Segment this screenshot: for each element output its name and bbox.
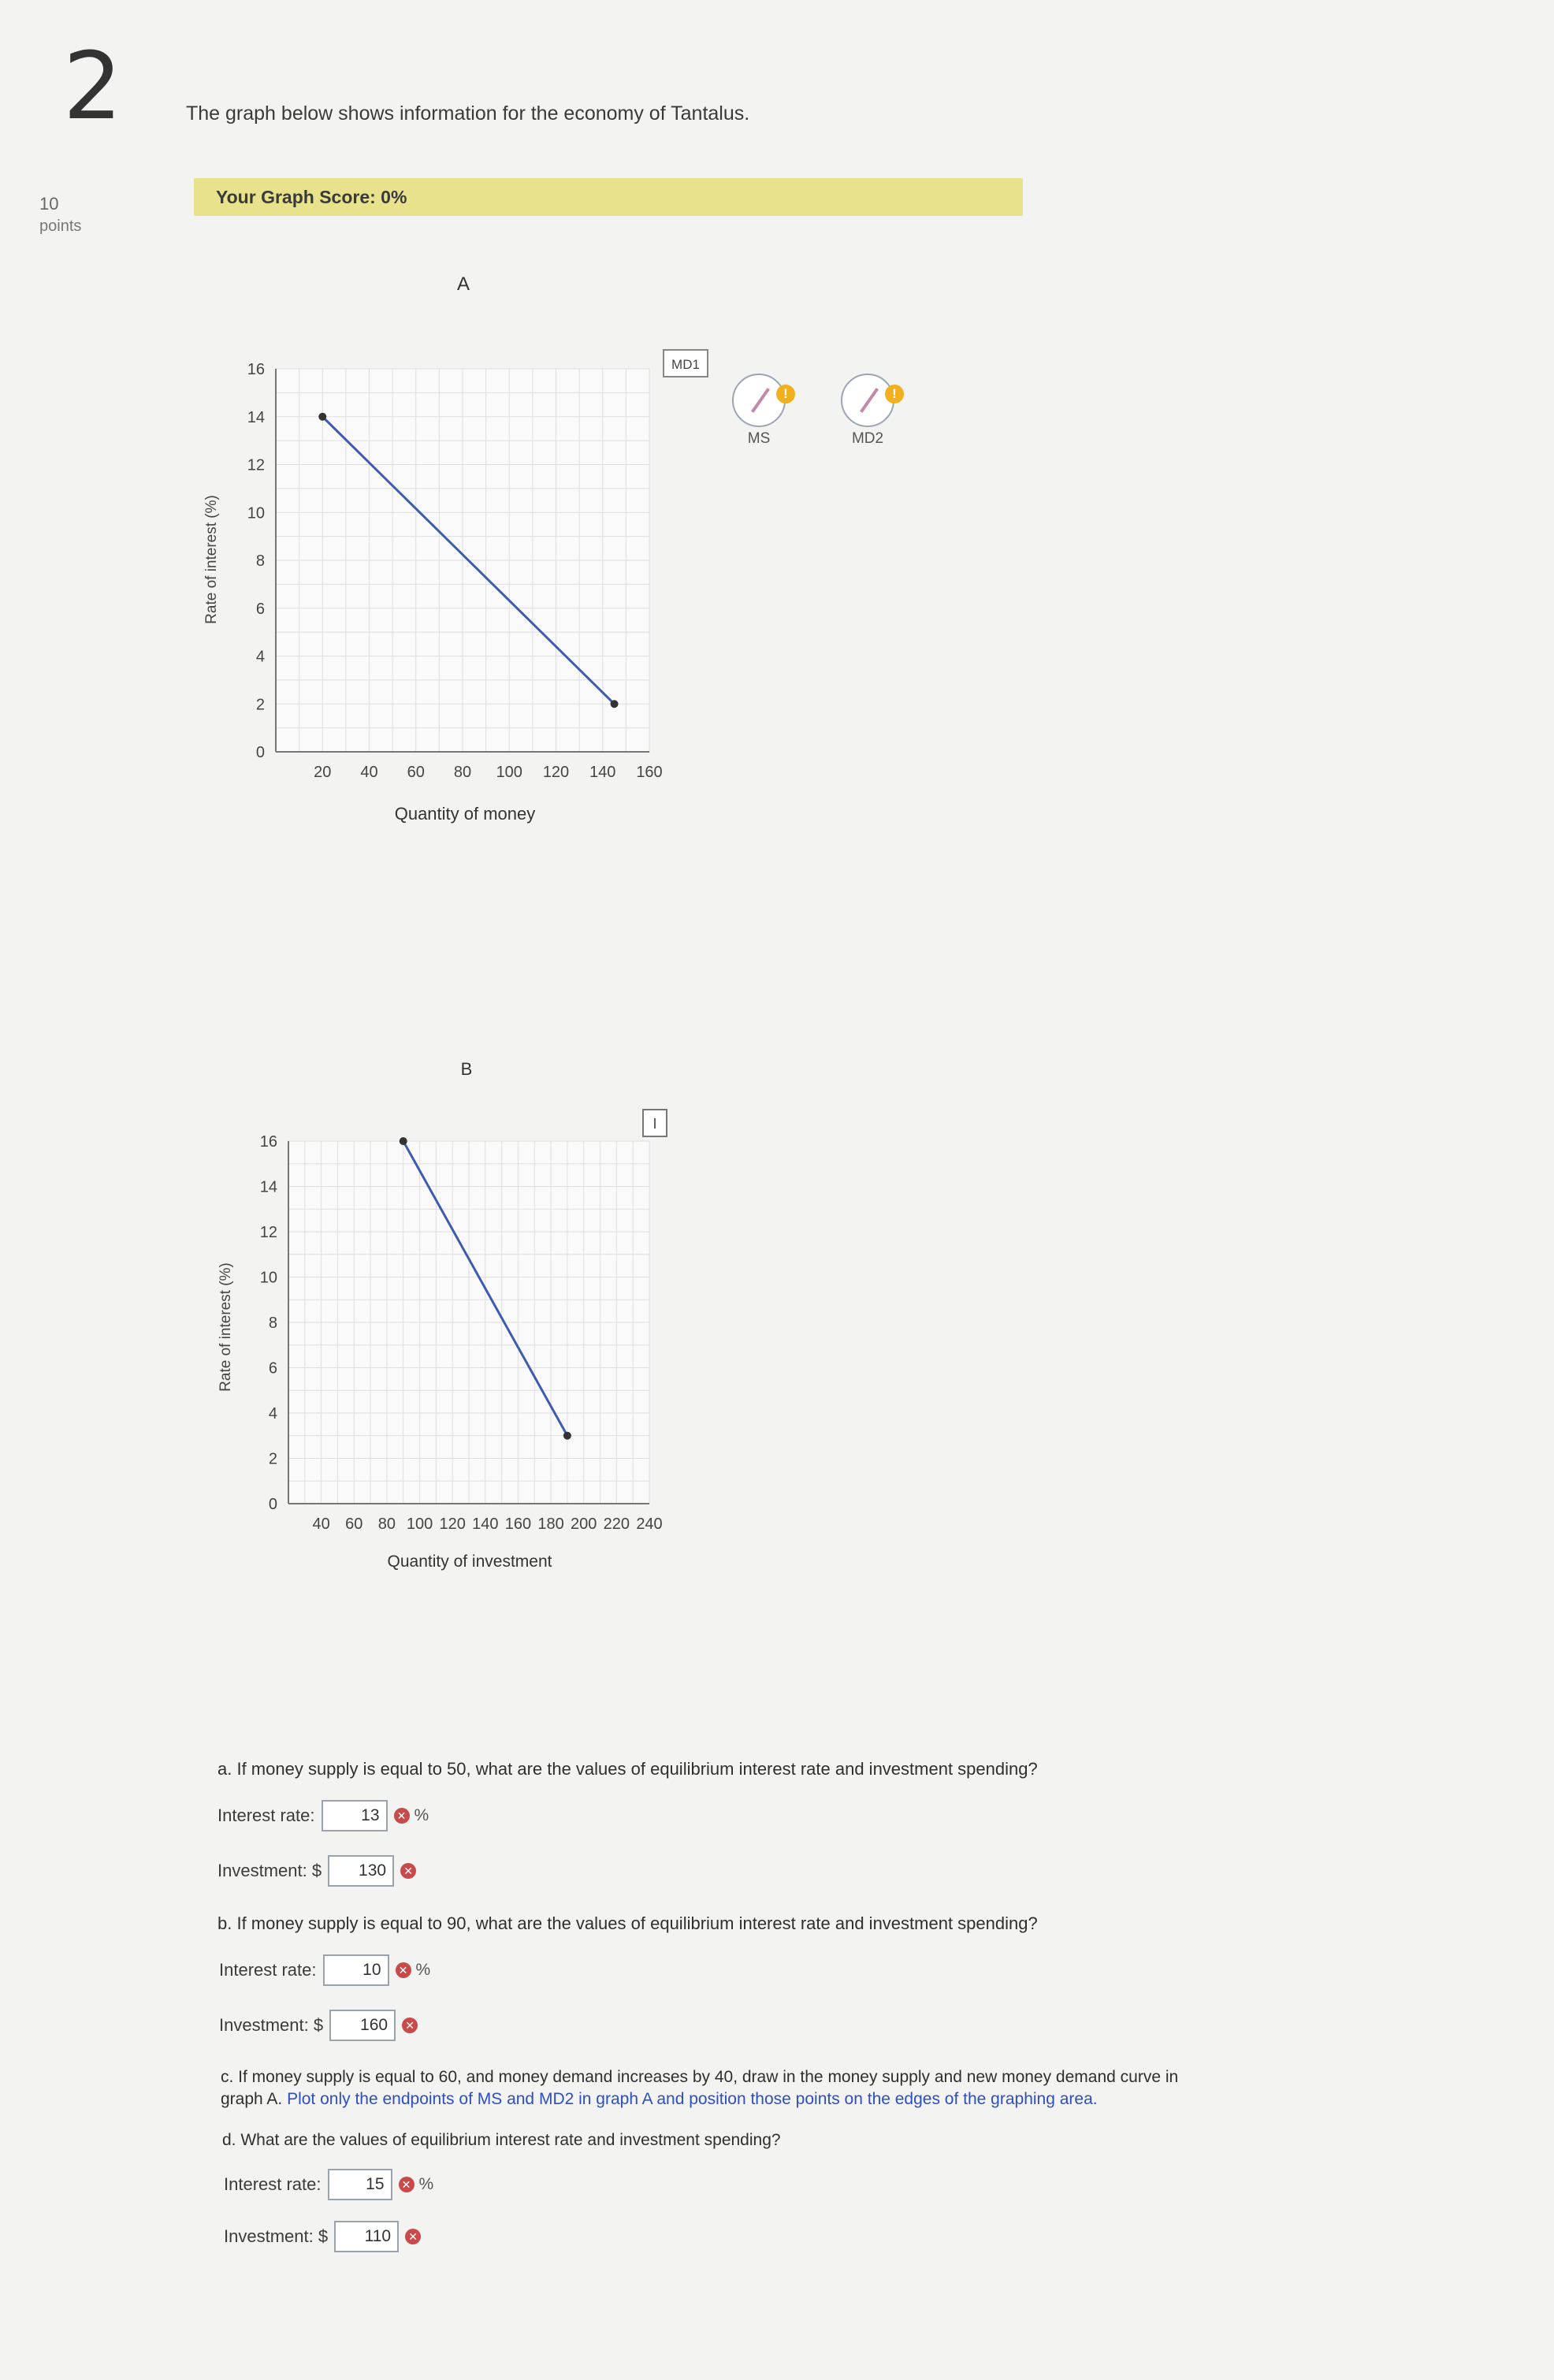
part-c-instruction: Plot only the endpoints of MS and MD2 in graph A and position those points on the edges of the graphing area. — [287, 2090, 1098, 2108]
warning-icon: ! — [885, 385, 904, 403]
part-b-investment-input[interactable] — [329, 2010, 396, 2041]
ytick-label: 8 — [268, 1315, 277, 1332]
ms-tool[interactable] — [723, 374, 794, 448]
ytick-label: 12 — [247, 456, 265, 474]
ytick-label: 0 — [268, 1496, 277, 1513]
ytick-label: 10 — [247, 504, 265, 522]
graph-b-point-start[interactable] — [400, 1137, 407, 1145]
xtick-label: 120 — [542, 764, 570, 781]
graph-a-title: A — [456, 273, 470, 295]
graph-b-curve-label: I — [652, 1116, 657, 1132]
part-a-interest-input[interactable] — [322, 1800, 388, 1831]
graph-a-xticks — [314, 764, 663, 781]
graph-b-xticks — [313, 1515, 663, 1533]
ytick-label: 8 — [255, 552, 265, 570]
question-number: 2 — [63, 32, 123, 140]
ms-tool-label: MS — [747, 430, 771, 447]
graph-a-md1-point-end[interactable] — [611, 700, 619, 708]
question-prompt: The graph below shows information for the economy of Tantalus. — [186, 102, 750, 125]
xtick-label: 140 — [472, 1515, 499, 1533]
incorrect-icon: ✕ — [400, 1863, 416, 1879]
part-a-investment-label: Investment: $ — [217, 1861, 322, 1880]
graph-b-title: B — [460, 1059, 473, 1079]
xtick-label: 180 — [537, 1515, 564, 1533]
part-d-interest-input[interactable] — [328, 2169, 392, 2200]
graph-a-ylabel: Rate of interest (%) — [203, 495, 220, 624]
ytick-label: 16 — [247, 361, 265, 378]
ytick-label: 6 — [255, 600, 265, 618]
xtick-label: 220 — [603, 1515, 630, 1533]
graph-score-label: Your Graph Score: 0% — [216, 187, 407, 207]
xtick-label: 140 — [589, 764, 616, 781]
md2-tool-label: MD2 — [851, 430, 884, 447]
incorrect-icon: ✕ — [394, 1808, 410, 1824]
graph-b-grid — [288, 1141, 649, 1504]
part-a-investment-input[interactable] — [328, 1855, 394, 1887]
graph-b-xlabel: Quantity of investment — [387, 1553, 552, 1571]
part-c-question-cont: graph A. — [221, 2090, 283, 2108]
part-b-interest-row — [219, 1954, 430, 1986]
pencil-line-icon[interactable] — [841, 374, 897, 427]
graph-b-yticks — [260, 1133, 277, 1513]
graph-a-yticks — [247, 361, 265, 761]
part-a-interest-row — [217, 1800, 429, 1831]
incorrect-icon: ✕ — [405, 2229, 421, 2244]
ytick-label: 0 — [255, 744, 265, 761]
ytick-label: 14 — [247, 408, 265, 426]
xtick-label: 20 — [314, 764, 332, 781]
xtick-label: 60 — [407, 764, 425, 781]
part-b-investment-row — [219, 2010, 422, 2041]
ytick-label: 12 — [259, 1224, 277, 1241]
part-b-interest-label: Interest rate: — [219, 1960, 317, 1980]
warning-icon: ! — [776, 385, 795, 403]
xtick-label: 80 — [453, 764, 472, 781]
part-b-question: b. If money supply is equal to 90, what are the values of equilibrium interest rate and investment spending? — [217, 1913, 1038, 1933]
ytick-label: 4 — [268, 1405, 277, 1422]
ytick-label: 14 — [259, 1178, 277, 1196]
part-a-interest-unit: % — [414, 1806, 429, 1824]
part-d-question: d. What are the values of equilibrium interest rate and investment spending? — [222, 2131, 781, 2149]
incorrect-icon: ✕ — [402, 2017, 418, 2033]
ytick-label: 2 — [255, 696, 265, 714]
graph-a-md1-label: MD1 — [671, 357, 700, 372]
graph-a-xlabel: Quantity of money — [394, 804, 536, 824]
part-d-interest-label: Interest rate: — [224, 2174, 322, 2194]
part-d-interest-unit: % — [418, 2175, 434, 2193]
xtick-label: 40 — [312, 1515, 330, 1533]
xtick-label: 160 — [636, 764, 663, 781]
ytick-label: 4 — [255, 648, 265, 666]
ytick-label: 6 — [268, 1359, 277, 1378]
points-value: 10 — [39, 194, 59, 214]
points-label: points — [39, 218, 82, 235]
xtick-label: 240 — [636, 1515, 663, 1533]
xtick-label: 40 — [360, 764, 378, 781]
part-c-question-line2 — [221, 2090, 1098, 2109]
ytick-label: 10 — [259, 1269, 277, 1287]
graph-b-point-end[interactable] — [563, 1432, 571, 1440]
part-d-interest-row — [224, 2169, 433, 2200]
xtick-label: 60 — [345, 1515, 363, 1533]
pencil-line-icon[interactable] — [732, 374, 786, 427]
part-b-interest-input[interactable] — [323, 1954, 389, 1986]
graph-a-md1-point-start[interactable] — [318, 413, 326, 421]
xtick-label: 200 — [571, 1515, 597, 1533]
part-b-interest-unit: % — [415, 1961, 431, 1979]
part-a-question: a. If money supply is equal to 50, what are the values of equilibrium interest rate and investment spending? — [217, 1759, 1038, 1779]
part-a-interest-label: Interest rate: — [217, 1805, 315, 1825]
md2-tool[interactable] — [832, 374, 903, 448]
part-c-question: c. If money supply is equal to 60, and money demand increases by 40, draw in the money supply and new money demand curve in — [221, 2068, 1179, 2086]
xtick-label: 100 — [406, 1515, 433, 1533]
incorrect-icon: ✕ — [396, 1962, 411, 1978]
xtick-label: 100 — [496, 764, 522, 781]
ytick-label: 16 — [259, 1133, 277, 1151]
part-b-investment-label: Investment: $ — [219, 2015, 324, 2035]
part-d-investment-row — [224, 2221, 426, 2252]
ytick-label: 2 — [268, 1450, 277, 1468]
xtick-label: 160 — [504, 1515, 532, 1533]
part-d-investment-label: Investment: $ — [224, 2226, 329, 2246]
incorrect-icon: ✕ — [399, 2177, 415, 2192]
xtick-label: 80 — [377, 1515, 396, 1533]
part-a-investment-row — [217, 1855, 421, 1887]
xtick-label: 120 — [439, 1515, 466, 1533]
part-d-investment-input[interactable] — [334, 2221, 399, 2252]
graph-b-ylabel: Rate of interest (%) — [217, 1263, 234, 1392]
